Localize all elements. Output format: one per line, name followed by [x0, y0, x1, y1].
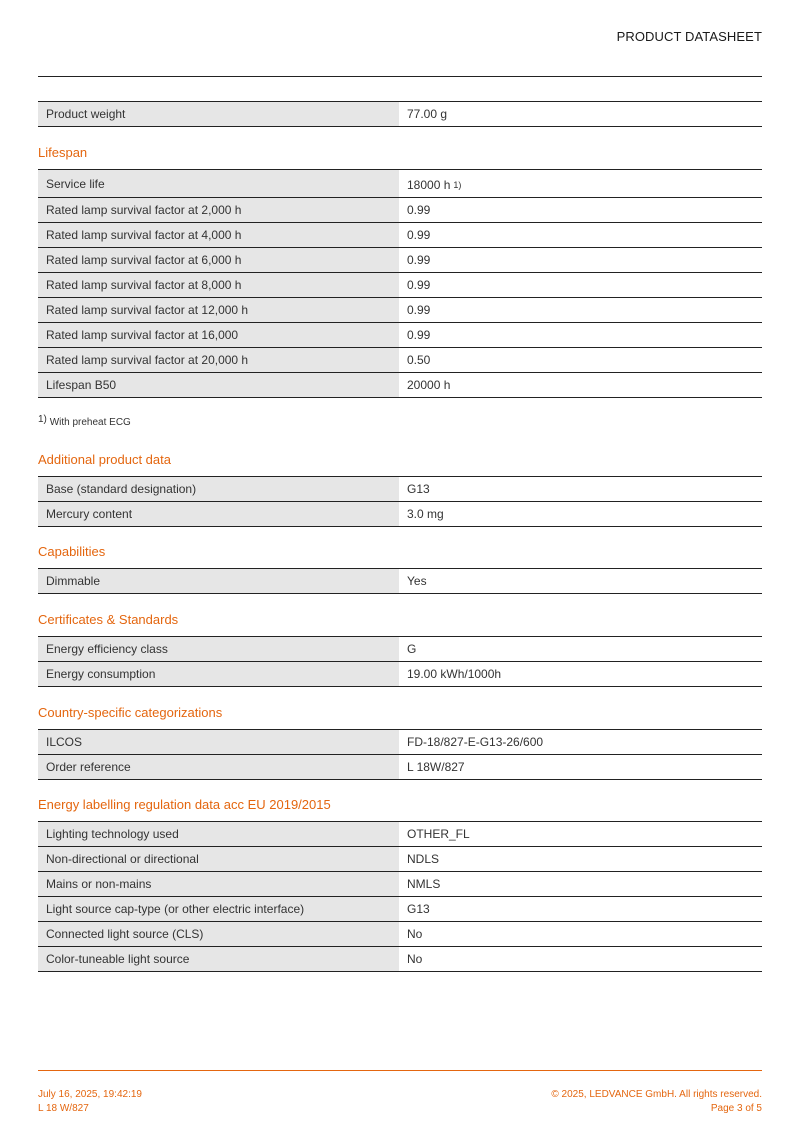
row-label: Color-tuneable light source [38, 947, 399, 971]
capabilities-table [38, 568, 762, 594]
row-value [400, 170, 762, 197]
footnote [38, 414, 131, 428]
row-label: Rated lamp survival factor at 2,000 h [38, 198, 399, 222]
row-label: Rated lamp survival factor at 8,000 h [38, 273, 399, 297]
section-heading-country: Country-specific categorizations [38, 705, 223, 720]
footer-right [551, 1088, 762, 1116]
table-row [38, 755, 762, 780]
section-heading-certificates: Certificates & Standards [38, 612, 179, 627]
footer-product: L 18 W/827 [38, 1103, 89, 1114]
row-value: 20000 h [407, 378, 451, 392]
table-row [38, 922, 762, 947]
footer-left [38, 1088, 142, 1116]
lifespan-table [38, 169, 762, 398]
row-value: NMLS [407, 877, 441, 891]
header-divider [38, 76, 762, 77]
section-heading-additional: Additional product data [38, 452, 171, 467]
table-row [38, 637, 762, 662]
section-heading-lifespan: Lifespan [38, 145, 88, 160]
table-row [38, 102, 762, 127]
row-value: NDLS [407, 852, 440, 866]
table-row [38, 477, 762, 502]
row-label: Order reference [38, 755, 399, 779]
row-label: Mains or non-mains [38, 872, 399, 896]
row-label: Service life [38, 170, 399, 197]
certificates-table [38, 636, 762, 687]
table-row [38, 323, 762, 348]
row-label: Base (standard designation) [38, 477, 399, 501]
table-row [38, 170, 762, 198]
row-value: 0.99 [407, 303, 431, 317]
row-value: No [407, 927, 423, 941]
table-row [38, 248, 762, 273]
row-value: FD-18/827-E-G13-26/600 [407, 735, 544, 749]
table-row [38, 223, 762, 248]
row-label: Dimmable [38, 569, 399, 593]
row-value: Yes [407, 574, 427, 588]
row-value: 0.99 [407, 278, 431, 292]
row-label: Mercury content [38, 502, 399, 526]
table-row [38, 947, 762, 972]
row-label: Connected light source (CLS) [38, 922, 399, 946]
footnote-text: With preheat ECG [49, 417, 131, 428]
energy-label-table [38, 821, 762, 972]
row-label: Energy consumption [38, 662, 399, 686]
footnote-reference: 1) [453, 180, 462, 190]
table-row [38, 872, 762, 897]
footer-divider [38, 1070, 762, 1071]
table-row [38, 569, 762, 594]
row-label: Rated lamp survival factor at 4,000 h [38, 223, 399, 247]
row-value: No [407, 952, 423, 966]
row-label: ILCOS [38, 730, 399, 754]
table-row [38, 198, 762, 223]
row-label: Lifespan B50 [38, 373, 399, 397]
table-row [38, 373, 762, 398]
row-value: 0.50 [407, 353, 431, 367]
row-label: Rated lamp survival factor at 20,000 h [38, 348, 399, 372]
row-value: L 18W/827 [407, 760, 465, 774]
section-heading-capabilities: Capabilities [38, 544, 106, 559]
section-heading-energy-labelling: Energy labelling regulation data acc EU 2019/2015 [38, 797, 331, 812]
table-row [38, 502, 762, 527]
weight-table [38, 101, 762, 127]
row-label: Lighting technology used [38, 822, 399, 846]
table-row [38, 348, 762, 373]
row-label: Non-directional or directional [38, 847, 399, 871]
row-value: G13 [407, 902, 430, 916]
additional-table [38, 476, 762, 527]
row-label: Rated lamp survival factor at 16,000 [38, 323, 399, 347]
value-text: 18000 h [407, 178, 451, 192]
footnote-mark: 1) [38, 414, 47, 425]
table-row [38, 298, 762, 323]
row-label: Rated lamp survival factor at 12,000 h [38, 298, 399, 322]
row-value: OTHER_FL [407, 827, 470, 841]
row-value: 77.00 g [407, 107, 448, 121]
row-value: 0.99 [407, 228, 431, 242]
footer-page-number: Page 3 of 5 [710, 1103, 762, 1114]
country-table [38, 729, 762, 780]
table-row [38, 730, 762, 755]
row-label: Rated lamp survival factor at 6,000 h [38, 248, 399, 272]
row-value: 0.99 [407, 203, 431, 217]
row-value: 0.99 [407, 253, 431, 267]
table-row [38, 897, 762, 922]
row-label: Product weight [38, 102, 399, 126]
table-row [38, 662, 762, 687]
row-value: 3.0 mg [407, 507, 444, 521]
table-row [38, 822, 762, 847]
table-row [38, 847, 762, 872]
row-label: Energy efficiency class [38, 637, 399, 661]
row-value: 19.00 kWh/1000h [407, 667, 502, 681]
footer-copyright: © 2025, LEDVANCE GmbH. All rights reserved. [551, 1089, 762, 1100]
row-label: Light source cap-type (or other electric interface) [38, 897, 399, 921]
document-type-title: PRODUCT DATASHEET [616, 29, 762, 44]
footer-date: July 16, 2025, 19:42:19 [38, 1089, 142, 1100]
row-value: 0.99 [407, 328, 431, 342]
row-value: G13 [407, 482, 430, 496]
row-value: G [407, 642, 417, 656]
table-row [38, 273, 762, 298]
